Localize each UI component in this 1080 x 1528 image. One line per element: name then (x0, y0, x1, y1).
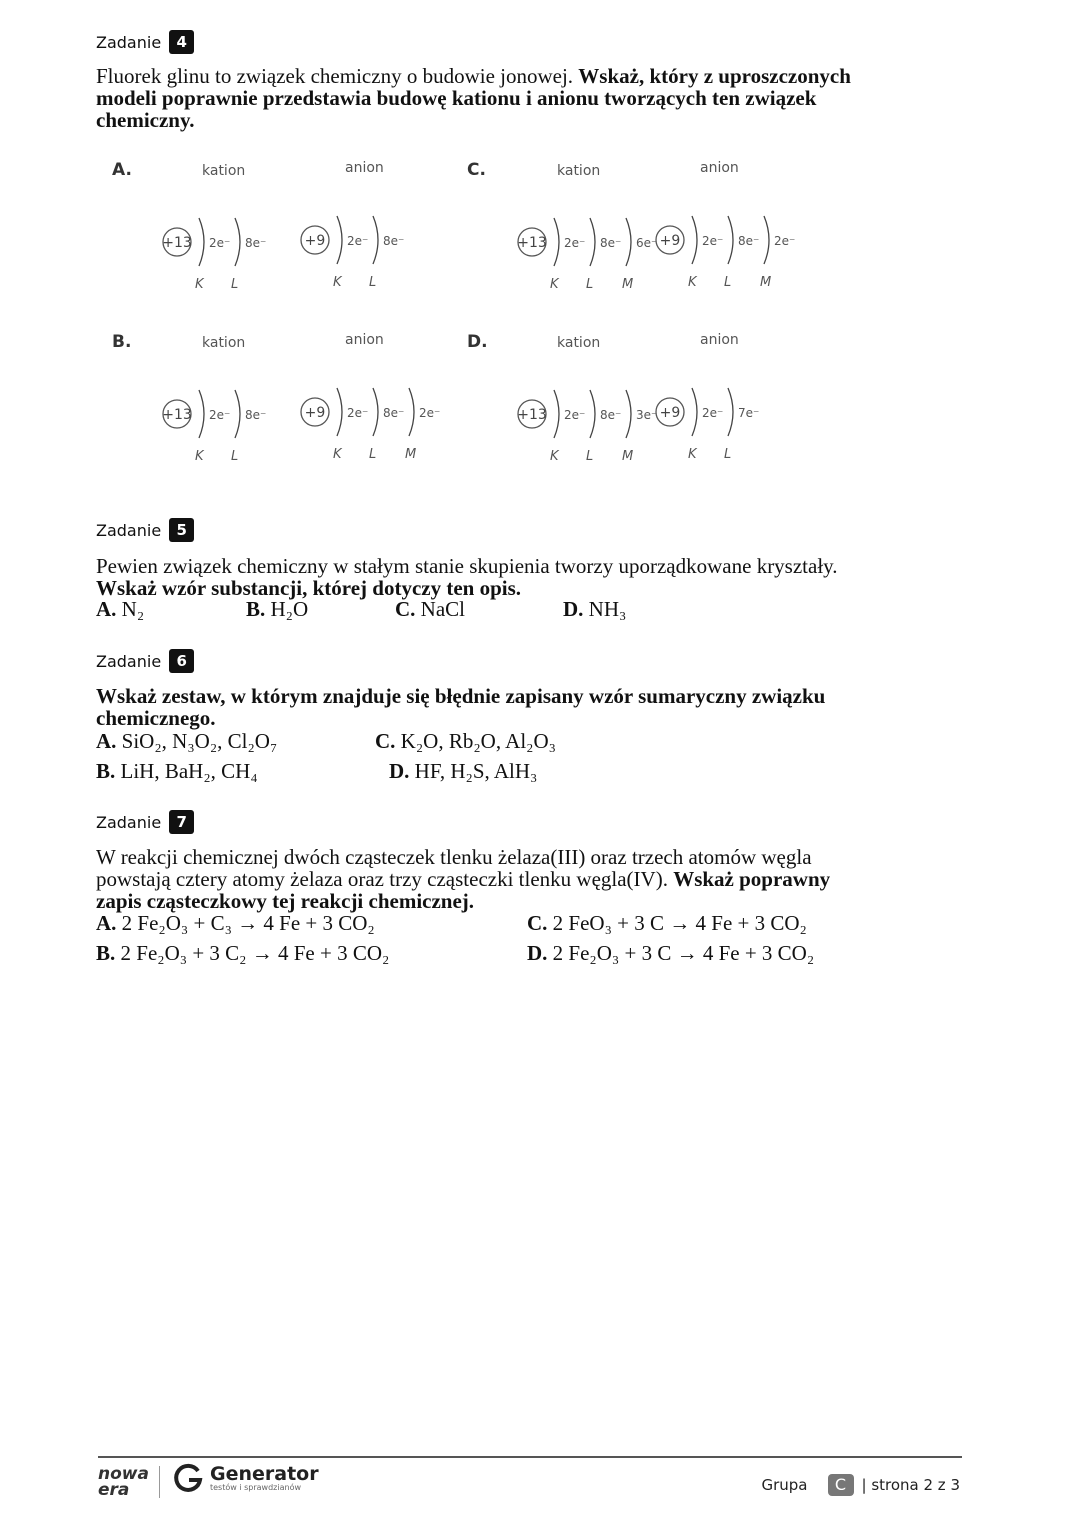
option-letter: D. (563, 597, 584, 621)
task-number-badge: 5 (169, 518, 194, 542)
task-5-option-c[interactable] (395, 598, 465, 620)
anion-shell-electrons: 7e⁻ (738, 406, 760, 420)
task-label: Zadanie (96, 32, 162, 52)
task-7-option-d[interactable] (527, 942, 814, 964)
cation-shell-name: K (550, 449, 559, 464)
cation-shell-electrons: 2e⁻ (564, 236, 586, 250)
task-7-option-c[interactable] (527, 912, 807, 934)
option-formula: 2 FeO₃ + 3 C → 4 Fe + 3 CO₂ (552, 911, 807, 935)
anion-nucleus-charge: +9 (304, 233, 326, 249)
task-4-text (96, 65, 876, 131)
cation-shell-arc (590, 218, 595, 266)
task-6-option-a[interactable] (96, 730, 277, 752)
cation-shell-arc (235, 390, 240, 438)
anion-shell-electrons: 2e⁻ (419, 406, 441, 420)
cation-shell-electrons: 8e⁻ (245, 408, 267, 422)
cation-shell-electrons: 8e⁻ (600, 236, 622, 250)
logo-text-era: era (98, 1480, 130, 1500)
option-letter: A. (112, 160, 132, 180)
option-letter: A. (96, 597, 117, 621)
task-6-text (96, 685, 876, 729)
cation-shell-electrons: 6e⁻ (636, 236, 658, 250)
anion-shell-electrons: 2e⁻ (702, 234, 724, 248)
option-formula: N₂ (121, 597, 145, 621)
cation-shell-name: L (586, 449, 594, 464)
atom-models-diagram (100, 150, 860, 480)
footer-page-info (761, 1474, 960, 1496)
generator-name: Generator (210, 1462, 319, 1485)
task-4-header (96, 30, 194, 54)
task-number-badge: 7 (169, 810, 194, 834)
cation-shell-arc (626, 218, 631, 266)
cation-label: kation (202, 335, 246, 351)
option-letter: C. (527, 911, 548, 935)
task-label: Zadanie (96, 520, 162, 540)
cation-shell-electrons: 2e⁻ (209, 408, 231, 422)
cation-shell-name: K (195, 449, 204, 464)
cation-shell-name: L (586, 277, 594, 292)
anion-shell-arc (764, 216, 769, 264)
anion-shell-name: K (688, 447, 697, 462)
cation-shell-electrons: 2e⁻ (564, 408, 586, 422)
anion-shell-electrons: 2e⁻ (347, 234, 369, 248)
cation-nucleus-charge: +13 (162, 235, 192, 251)
task-5-header (96, 518, 194, 542)
anion-shell-name: K (688, 275, 697, 290)
task-5-intro: Pewien związek chemiczny w stałym stanie skupienia tworzy uporządkowane kryształy. (96, 554, 838, 578)
task-7-option-a[interactable] (96, 912, 375, 934)
cation-shell-arc (554, 390, 559, 438)
anion-nucleus-charge: +9 (659, 233, 681, 249)
group-badge: C (828, 1474, 854, 1496)
task-number-badge: 6 (169, 649, 194, 673)
generator-logo (172, 1462, 319, 1494)
option-letter: A. (96, 729, 117, 753)
anion-shell-name: L (369, 447, 377, 462)
option-letter: B. (96, 759, 116, 783)
cation-shell-arc (235, 218, 240, 266)
cation-label: kation (557, 163, 601, 179)
task-4-intro: Fluorek glinu to związek chemiczny o budowie jonowej. (96, 64, 574, 88)
task-5-option-d[interactable] (563, 598, 626, 620)
anion-shell-name: K (333, 275, 342, 290)
option-formula: 2 Fe₂O₃ + 3 C₂ → 4 Fe + 3 CO₂ (120, 941, 390, 965)
cation-shell-electrons: 8e⁻ (600, 408, 622, 422)
task-4-question: Wskaż, który z uproszczonych modeli poprawnie przedstawia budowę kationu i anionu tworzących ten związek chemiczny. (96, 64, 851, 132)
option-letter: D. (527, 941, 548, 965)
option-letter: B. (96, 941, 116, 965)
anion-shell-name: L (724, 275, 732, 290)
option-letter: D. (467, 332, 488, 352)
cation-label: kation (557, 335, 601, 351)
anion-shell-electrons: 2e⁻ (774, 234, 796, 248)
cation-shell-electrons: 8e⁻ (245, 236, 267, 250)
anion-shell-arc (337, 216, 342, 264)
task-label: Zadanie (96, 812, 162, 832)
generator-g-icon (172, 1462, 204, 1494)
anion-shell-name: L (724, 447, 732, 462)
task-6-option-c[interactable] (375, 730, 556, 752)
cation-nucleus-charge: +13 (517, 407, 547, 423)
cation-shell-name: M (622, 449, 634, 464)
task-6-option-d[interactable] (389, 760, 537, 782)
anion-label: anion (345, 160, 384, 176)
option-letter: C. (395, 597, 416, 621)
cation-shell-electrons: 3e⁻ (636, 408, 658, 422)
cation-shell-arc (590, 390, 595, 438)
anion-shell-arc (337, 388, 342, 436)
anion-label: anion (345, 332, 384, 348)
cation-label: kation (202, 163, 246, 179)
anion-shell-electrons: 8e⁻ (383, 234, 405, 248)
task-5-question: Wskaż wzór substancji, której dotyczy ten opis. (96, 576, 522, 600)
task-number-badge: 4 (169, 30, 194, 54)
task-6-header (96, 649, 194, 673)
cation-shell-arc (554, 218, 559, 266)
cation-nucleus-charge: +13 (517, 235, 547, 251)
anion-nucleus-charge: +9 (304, 405, 326, 421)
anion-shell-name: M (405, 447, 417, 462)
option-formula: NH₃ (588, 597, 627, 621)
footer-divider (98, 1456, 962, 1458)
anion-shell-arc (373, 216, 378, 264)
task-5-option-b[interactable] (246, 598, 308, 620)
cation-shell-name: K (195, 277, 204, 292)
logo-text-nowa: nowa (98, 1464, 149, 1484)
task-7-header (96, 810, 194, 834)
task-6-option-b[interactable] (96, 760, 258, 782)
task-label: Zadanie (96, 651, 162, 671)
task-7-intro: W reakcji chemicznej dwóch cząsteczek tlenku żelaza(III) oraz trzech atomów węgla powstają cztery atomy żelaza oraz trzy cząsteczki tlenku węgla(IV). (96, 845, 812, 891)
anion-shell-arc (373, 388, 378, 436)
page-number: | strona 2 z 3 (861, 1476, 960, 1494)
option-formula: 2 Fe₂O₃ + C₃ → 4 Fe + 3 CO₂ (121, 911, 375, 935)
task-7-option-b[interactable] (96, 942, 389, 964)
option-formula: HF, H₂S, AlH₃ (414, 759, 538, 783)
anion-label: anion (700, 160, 739, 176)
anion-shell-arc (728, 216, 733, 264)
anion-shell-electrons: 8e⁻ (738, 234, 760, 248)
logo-separator (159, 1466, 160, 1498)
cation-shell-name: M (622, 277, 634, 292)
option-formula: H₂O (270, 597, 309, 621)
cation-shell-name: K (550, 277, 559, 292)
task-5-option-a[interactable] (96, 598, 144, 620)
option-formula: K₂O, Rb₂O, Al₂O₃ (400, 729, 556, 753)
option-letter: C. (375, 729, 396, 753)
anion-shell-electrons: 2e⁻ (347, 406, 369, 420)
cation-shell-electrons: 2e⁻ (209, 236, 231, 250)
cation-nucleus-charge: +13 (162, 407, 192, 423)
cation-shell-arc (199, 218, 204, 266)
anion-label: anion (700, 332, 739, 348)
option-letter: B. (112, 332, 132, 352)
option-formula: 2 Fe₂O₃ + 3 C → 4 Fe + 3 CO₂ (552, 941, 815, 965)
option-letter: C. (467, 160, 486, 180)
option-formula: SiO₂, N₃O₂, Cl₂O₇ (121, 729, 278, 753)
anion-nucleus-charge: +9 (659, 405, 681, 421)
nowa-era-logo (98, 1466, 149, 1498)
task-5-text (96, 555, 876, 599)
anion-shell-electrons: 8e⁻ (383, 406, 405, 420)
cation-shell-arc (626, 390, 631, 438)
anion-shell-arc (692, 216, 697, 264)
option-letter: B. (246, 597, 266, 621)
option-letter: D. (389, 759, 410, 783)
generator-subtitle: testów i sprawdzianów (210, 1482, 301, 1492)
anion-shell-arc (728, 388, 733, 436)
anion-shell-name: M (760, 275, 772, 290)
option-formula: LiH, BaH₂, CH₄ (120, 759, 258, 783)
anion-shell-arc (409, 388, 414, 436)
anion-shell-arc (692, 388, 697, 436)
task-6-question: Wskaż zestaw, w którym znajduje się błędnie zapisany wzór sumaryczny związku chemicznego. (96, 684, 826, 730)
anion-shell-electrons: 2e⁻ (702, 406, 724, 420)
task-7-question: Wskaż poprawny zapis cząsteczkowy tej reakcji chemicznej. (96, 867, 831, 913)
group-label: Grupa (761, 1476, 808, 1494)
cation-shell-arc (199, 390, 204, 438)
anion-shell-name: L (369, 275, 377, 290)
option-letter: A. (96, 911, 117, 935)
anion-shell-name: K (333, 447, 342, 462)
cation-shell-name: L (231, 449, 239, 464)
task-7-text (96, 846, 856, 912)
cation-shell-name: L (231, 277, 239, 292)
option-formula: NaCl (420, 597, 465, 621)
